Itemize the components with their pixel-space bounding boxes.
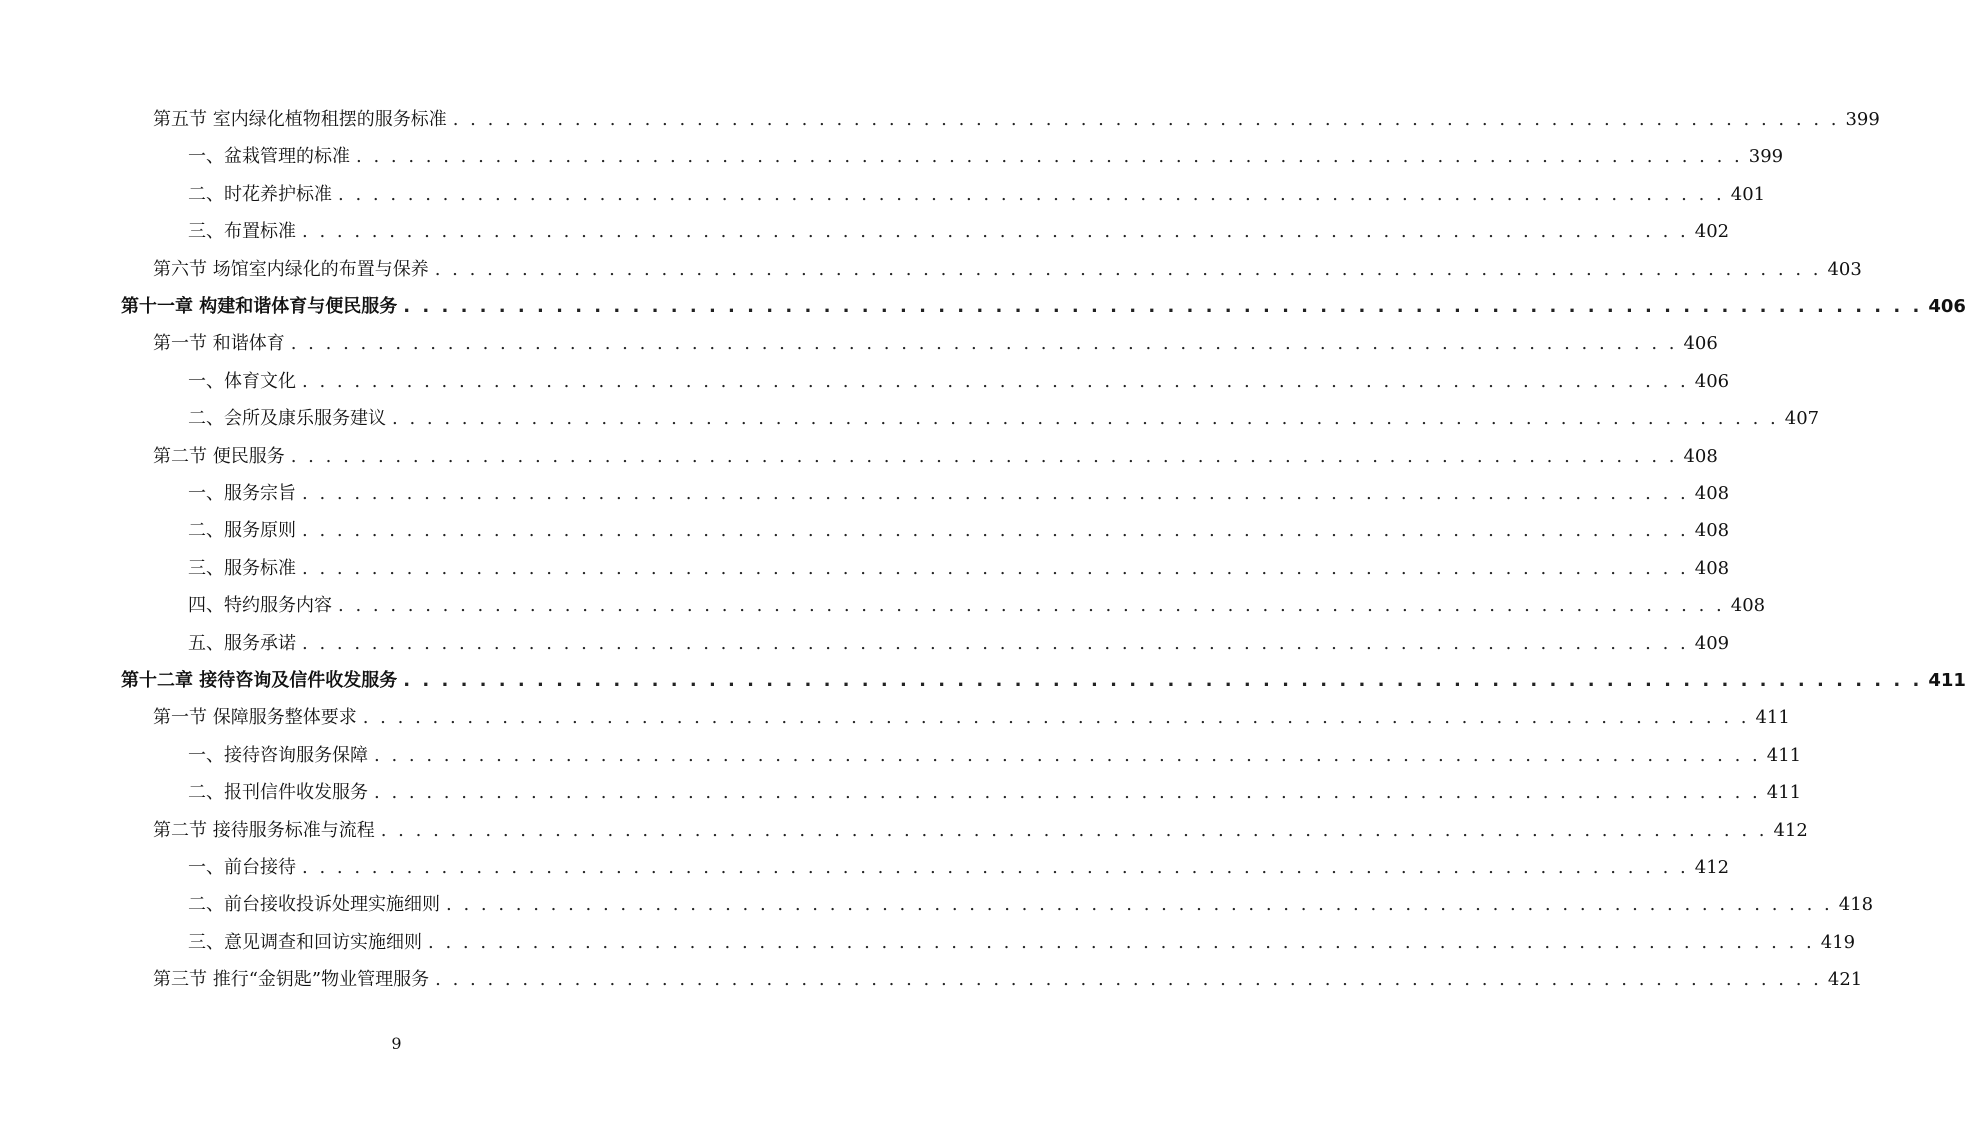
toc-entry-title: 二、报刊信件收发服务 xyxy=(188,782,368,804)
toc-entry-page: 406 xyxy=(1928,296,1966,317)
toc-leader-dots: . . . . . . . . . . . . . . . . . . . . . . . . . . . . . . . . . . . . . . . . . . . . . . . . . . . . . . . . . . . . . . . . . . . . . . . . . . . . . . . . xyxy=(403,296,1923,317)
toc-entry-title: 第十一章 构建和谐体育与便民服务 xyxy=(121,296,398,317)
toc-entry-title: 一、前台接待 xyxy=(188,857,296,878)
toc-entry[interactable] xyxy=(188,556,1730,582)
toc-entry-title: 二、时花养护标准 xyxy=(188,183,332,205)
toc-leader-dots: . . . . . . . . . . . . . . . . . . . . . . . . . . . . . . . . . . . . . . . . . . . . . . . . . . . . . . . . . . . . . . . . . . . . . . . . . . . . . . . . xyxy=(428,931,1815,953)
toc-leader-dots: . . . . . . . . . . . . . . . . . . . . . . . . . . . . . . . . . . . . . . . . . . . . . . . . . . . . . . . . . . . . . . . . . . . . . . . . . . . . . . . . xyxy=(362,707,1750,729)
toc-leader-dots: . . . . . . . . . . . . . . . . . . . . . . . . . . . . . . . . . . . . . . . . . . . . . . . . . . . . . . . . . . . . . . . . . . . . . . . . . . . . . . . . xyxy=(403,670,1923,691)
toc-entry-page: 411 xyxy=(1766,782,1802,804)
toc-entry-page: 406 xyxy=(1683,333,1718,355)
toc-entry[interactable] xyxy=(153,331,1718,357)
toc-leader-dots: . . . . . . . . . . . . . . . . . . . . . . . . . . . . . . . . . . . . . . . . . . . . . . . . . . . . . . . . . . . . . . . . . . . . . . . . . . . . . . . . xyxy=(446,894,1833,916)
toc-leader-dots: . . . . . . . . . . . . . . . . . . . . . . . . . . . . . . . . . . . . . . . . . . . . . . . . . . . . . . . . . . . . . . . . . . . . . . . . . . . . . . . . xyxy=(374,744,1761,766)
toc-leader-dots: . . . . . . . . . . . . . . . . . . . . . . . . . . . . . . . . . . . . . . . . . . . . . . . . . . . . . . . . . . . . . . . . . . . . . . . . . . . . . . . . xyxy=(302,632,1689,654)
toc-entry[interactable] xyxy=(153,444,1718,470)
toc-leader-dots: . . . . . . . . . . . . . . . . . . . . . . . . . . . . . . . . . . . . . . . . . . . . . . . . . . . . . . . . . . . . . . . . . . . . . . . . . . . . . . . . xyxy=(302,520,1689,542)
toc-entry-title: 第一节 保障服务整体要求 xyxy=(153,707,357,729)
toc-entry[interactable] xyxy=(188,144,1784,170)
toc-entry-page: 409 xyxy=(1694,632,1730,654)
toc-entry-page: 412 xyxy=(1773,819,1808,841)
toc-leader-dots: . . . . . . . . . . . . . . . . . . . . . . . . . . . . . . . . . . . . . . . . . . . . . . . . . . . . . . . . . . . . . . . . . . . . . . . . . . . . . . . . xyxy=(452,109,1840,130)
toc-entry[interactable] xyxy=(153,705,1790,731)
page-number: 9 xyxy=(391,1034,402,1053)
toc-entry[interactable] xyxy=(188,182,1766,208)
toc-leader-dots: . . . . . . . . . . . . . . . . . . . . . . . . . . . . . . . . . . . . . . . . . . . . . . . . . . . . . . . . . . . . . . . . . . . . . . . . . . . . . . . . xyxy=(290,445,1678,467)
toc-entry[interactable] xyxy=(188,369,1730,395)
toc-entry-title: 第一节 和谐体育 xyxy=(153,333,285,355)
toc-entry-page: 411 xyxy=(1766,744,1802,766)
toc-entry-page: 408 xyxy=(1694,557,1730,579)
toc-entry-title: 一、体育文化 xyxy=(188,370,296,392)
toc-entry-title: 三、服务标准 xyxy=(188,557,296,579)
toc-entry-page: 418 xyxy=(1838,894,1874,916)
toc-entry[interactable] xyxy=(153,967,1863,993)
toc-entry-page: 408 xyxy=(1683,445,1718,467)
toc-entry[interactable] xyxy=(188,855,1730,881)
toc-leader-dots: . . . . . . . . . . . . . . . . . . . . . . . . . . . . . . . . . . . . . . . . . . . . . . . . . . . . . . . . . . . . . . . . . . . . . . . . . . . . . . . . xyxy=(302,857,1689,878)
toc-entry-title: 第十二章 接待咨询及信件收发服务 xyxy=(121,670,398,691)
toc-entry-title: 一、接待咨询服务保障 xyxy=(188,744,368,766)
toc-entry-title: 五、服务承诺 xyxy=(188,632,296,654)
toc-entry-page: 407 xyxy=(1784,408,1820,430)
toc-entry-page: 419 xyxy=(1820,931,1856,953)
toc-leader-dots: . . . . . . . . . . . . . . . . . . . . . . . . . . . . . . . . . . . . . . . . . . . . . . . . . . . . . . . . . . . . . . . . . . . . . . . . . . . . . . . . xyxy=(374,782,1761,804)
toc-leader-dots: . . . . . . . . . . . . . . . . . . . . . . . . . . . . . . . . . . . . . . . . . . . . . . . . . . . . . . . . . . . . . . . . . . . . . . . . . . . . . . . . xyxy=(302,370,1689,392)
toc-entry[interactable] xyxy=(188,518,1730,544)
toc-leader-dots: . . . . . . . . . . . . . . . . . . . . . . . . . . . . . . . . . . . . . . . . . . . . . . . . . . . . . . . . . . . . . . . . . . . . . . . . . . . . . . . . xyxy=(302,483,1689,504)
toc-entry-title: 二、服务原则 xyxy=(188,520,296,542)
toc-entry[interactable] xyxy=(188,406,1820,432)
toc-entry-page: 411 xyxy=(1928,670,1966,691)
toc-leader-dots: . . . . . . . . . . . . . . . . . . . . . . . . . . . . . . . . . . . . . . . . . . . . . . . . . . . . . . . . . . . . . . . . . . . . . . . . . . . . . . . . xyxy=(356,146,1743,168)
toc-entry[interactable] xyxy=(188,930,1856,956)
toc-entry-title: 三、意见调查和回访实施细则 xyxy=(188,931,422,953)
toc-entry-title: 二、会所及康乐服务建议 xyxy=(188,408,386,430)
toc-leader-dots: . . . . . . . . . . . . . . . . . . . . . . . . . . . . . . . . . . . . . . . . . . . . . . . . . . . . . . . . . . . . . . . . . . . . . . . . . . . . . . . . xyxy=(380,819,1768,841)
toc-entry[interactable] xyxy=(188,892,1874,918)
toc-entry-page: 403 xyxy=(1827,258,1862,280)
toc-entry[interactable] xyxy=(188,219,1730,245)
toc-entry-page: 412 xyxy=(1694,857,1730,878)
toc-entry-page: 401 xyxy=(1730,183,1766,205)
toc-entry[interactable] xyxy=(188,593,1766,619)
toc-entry-page: 399 xyxy=(1845,109,1880,130)
toc-leader-dots: . . . . . . . . . . . . . . . . . . . . . . . . . . . . . . . . . . . . . . . . . . . . . . . . . . . . . . . . . . . . . . . . . . . . . . . . . . . . . . . . xyxy=(302,557,1689,579)
toc-entry[interactable] xyxy=(121,294,1966,320)
toc-entry-title: 第六节 场馆室内绿化的布置与保养 xyxy=(153,258,429,280)
toc-entry-page: 408 xyxy=(1694,520,1730,542)
toc-entry[interactable] xyxy=(121,668,1966,694)
toc-entry-title: 第三节 推行“金钥匙”物业管理服务 xyxy=(153,969,430,991)
toc-entry[interactable] xyxy=(188,481,1730,507)
toc-entry[interactable] xyxy=(153,107,1880,133)
toc-entry[interactable] xyxy=(188,780,1802,806)
toc-leader-dots: . . . . . . . . . . . . . . . . . . . . . . . . . . . . . . . . . . . . . . . . . . . . . . . . . . . . . . . . . . . . . . . . . . . . . . . . . . . . . . . . xyxy=(302,221,1689,243)
toc-entry-title: 一、服务宗旨 xyxy=(188,483,296,504)
toc-entry-page: 402 xyxy=(1694,221,1730,243)
toc-entry-page: 408 xyxy=(1730,595,1766,617)
toc-leader-dots: . . . . . . . . . . . . . . . . . . . . . . . . . . . . . . . . . . . . . . . . . . . . . . . . . . . . . . . . . . . . . . . . . . . . . . . . . . . . . . . . xyxy=(338,183,1725,205)
toc-leader-dots: . . . . . . . . . . . . . . . . . . . . . . . . . . . . . . . . . . . . . . . . . . . . . . . . . . . . . . . . . . . . . . . . . . . . . . . . . . . . . . . . xyxy=(338,595,1725,617)
toc-entry[interactable] xyxy=(153,818,1808,844)
toc-leader-dots: . . . . . . . . . . . . . . . . . . . . . . . . . . . . . . . . . . . . . . . . . . . . . . . . . . . . . . . . . . . . . . . . . . . . . . . . . . . . . . . . xyxy=(435,969,1822,991)
toc-entry-title: 四、特约服务内容 xyxy=(188,595,332,617)
toc-entry[interactable] xyxy=(153,257,1862,283)
toc-leader-dots: . . . . . . . . . . . . . . . . . . . . . . . . . . . . . . . . . . . . . . . . . . . . . . . . . . . . . . . . . . . . . . . . . . . . . . . . . . . . . . . . xyxy=(434,258,1822,280)
toc-entry-page: 421 xyxy=(1827,969,1863,991)
toc-entry-title: 二、前台接收投诉处理实施细则 xyxy=(188,894,440,916)
toc-entry-title: 第二节 便民服务 xyxy=(153,445,285,467)
toc-entry-title: 第五节 室内绿化植物租摆的服务标准 xyxy=(153,109,447,130)
toc-entry[interactable] xyxy=(188,743,1802,769)
toc-entry-title: 三、布置标准 xyxy=(188,221,296,243)
toc-entry-page: 399 xyxy=(1748,146,1784,168)
toc-entry-page: 408 xyxy=(1694,483,1730,504)
toc-entry[interactable] xyxy=(188,631,1730,657)
toc-leader-dots: . . . . . . . . . . . . . . . . . . . . . . . . . . . . . . . . . . . . . . . . . . . . . . . . . . . . . . . . . . . . . . . . . . . . . . . . . . . . . . . . xyxy=(392,408,1779,430)
toc-entry-page: 406 xyxy=(1694,370,1730,392)
toc-leader-dots: . . . . . . . . . . . . . . . . . . . . . . . . . . . . . . . . . . . . . . . . . . . . . . . . . . . . . . . . . . . . . . . . . . . . . . . . . . . . . . . . xyxy=(290,333,1678,355)
toc-entry-title: 一、盆栽管理的标准 xyxy=(188,146,350,168)
toc-entry-page: 411 xyxy=(1755,707,1790,729)
toc-entry-title: 第二节 接待服务标准与流程 xyxy=(153,819,375,841)
